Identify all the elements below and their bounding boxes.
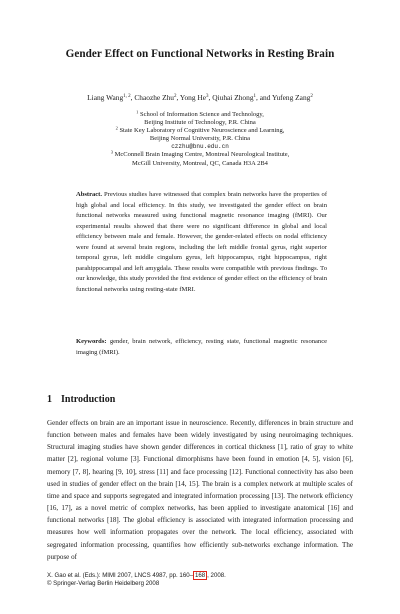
keywords-text: gender, brain network, efficiency, resting state, functional magnetic resonance imaging (fMRI). xyxy=(76,338,328,356)
body-paragraph: Gender effects on brain are an important issue in neuroscience. Recently, differences in brain structure and function between males and females have been widely investigated by using neuroimaging techniques. Structural imaging studies have shown gender differences in cortical thickness [1], ratio of gray to white matter [2], regional volume [3]. Functional dimorphisms have been found in emotion [4, 5], vision [6], memory [7, 8], hearing [9, 10], stress [11] and face processing [12]. Functional connectivity has also been used in studies of gender effect on the brain [14, 15]. The brain is a complex network at multiple scales of time and space and supports segregated and integrated information processing [13]. The network efficiency [16, 17], as a novel metric of complex networks, has been applied to investigate anatomical [16] and functional networks [18]. The global efficiency is associated with integrated information processing and measures how well information propagates over the network. The local efficiency, associated with segregated information processing, quantifies how efficiently sub-networks exchange information. The purpose of xyxy=(47,419,353,561)
affil-line: School of Information Science and Technology, xyxy=(139,111,264,118)
author-affil-mark: 1 xyxy=(253,94,257,99)
affiliation-2 xyxy=(0,127,400,135)
keywords xyxy=(76,337,327,358)
affil-mark: 3 xyxy=(110,149,113,155)
author-separator: , xyxy=(208,93,213,102)
footnote xyxy=(47,572,226,588)
affil-line: McGill University, Montreal, QC, Canada H3A 2B4 xyxy=(132,159,268,167)
section-heading xyxy=(47,394,115,405)
affil-mark: 2 xyxy=(115,125,118,131)
author-email: czzhu@bnu.edu.cn xyxy=(171,143,229,151)
author-separator: , xyxy=(130,93,135,102)
citation-year: , 2008. xyxy=(207,572,226,579)
author-name: Liang Wang xyxy=(87,93,124,102)
author-name: Yong He xyxy=(179,93,207,102)
affiliation-1 xyxy=(0,111,400,119)
affil-line: State Key Laboratory of Cognitive Neuroscience and Learning, xyxy=(119,127,285,135)
abstract-label: Abstract. xyxy=(76,191,102,198)
author-separator: , xyxy=(176,93,180,102)
citation-text: X. Gao et al. (Eds.): MIMI 2007, LNCS 4987, pp. 160– xyxy=(47,572,193,579)
author-affil-mark: 1, 2 xyxy=(123,94,131,99)
author-affil-mark: 3 xyxy=(206,94,209,99)
affil-line: Beijing Normal University, P.R. China xyxy=(149,135,251,143)
abstract xyxy=(76,190,327,295)
abstract-text: Previous studies have witnessed that complex brain networks have the properties of high global and local efficiency. In this study, we investigated the gender effect on brain functional networks measured using functional magnetic resonance imaging (fMRI). Our experimental results showed that there were no significant difference in global and local efficiency between male and female. However, the gender-related effects on nodal efficiency were found at several brain regions, including the left middle frontal gyrus, right superior temporal gyrus, left middle cingulum gyrus, left hippocampus, right hippocampus, right parahippocampal and left amygdala. These results were compatible with previous findings. To our knowledge, this study provided the first evidence of gender effect on the efficiency of brain functional networks using resting-state fMRI. xyxy=(76,191,327,293)
author-affil-mark: 2 xyxy=(310,94,313,99)
affil-line: McConnell Brain Imaging Centre, Montreal Neurological Institute, xyxy=(114,151,290,159)
author-name: Qiuhai Zhong xyxy=(212,93,254,102)
section-number: 1 xyxy=(47,394,52,405)
section-title: Introduction xyxy=(61,394,116,405)
author-affil-mark: 2 xyxy=(173,94,177,99)
affil-line: Beijing Institute of Technology, P.R. China xyxy=(144,119,256,127)
affiliation-3 xyxy=(0,151,400,159)
keywords-label: Keywords: xyxy=(76,338,107,345)
citation-line xyxy=(47,572,226,580)
author-name: Yufeng Zang xyxy=(271,93,311,102)
author-name: Chaozhe Zhu xyxy=(134,93,174,102)
author-list xyxy=(0,93,400,102)
affiliation-block xyxy=(0,111,400,168)
page-range-end: 168 xyxy=(195,572,206,579)
author-separator: , and xyxy=(256,93,272,102)
copyright-line: © Springer-Verlag Berlin Heidelberg 2008 xyxy=(47,580,160,588)
paper-title: Gender Effect on Functional Networks in Resting Brain xyxy=(65,48,335,60)
affil-mark: 1 xyxy=(136,109,139,115)
